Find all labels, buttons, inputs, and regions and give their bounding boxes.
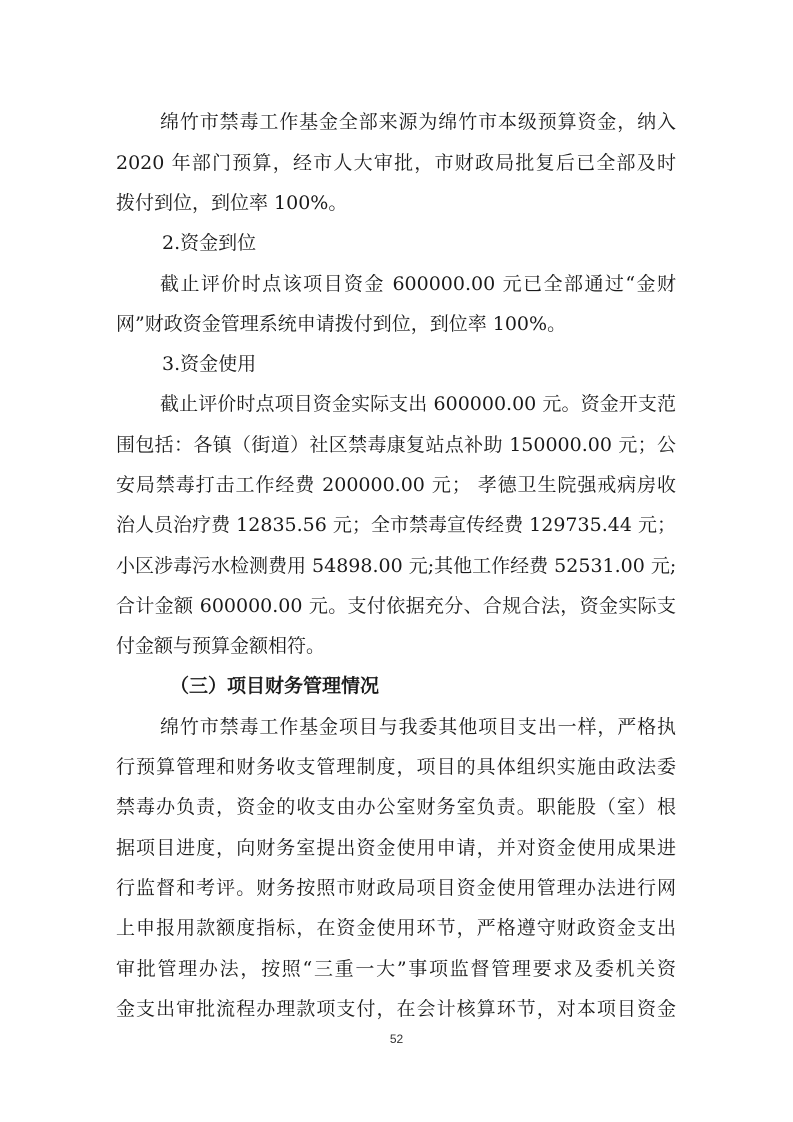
- page-number: 52: [389, 1032, 404, 1046]
- paragraph-line: 小区涉毒污水检测费用 54898.00 元;其他工作经费 52531.00 元;: [116, 555, 676, 577]
- paragraph-line: 治人员治疗费 12835.56 元；全市禁毒宣传经费 129735.44 元；: [116, 514, 676, 536]
- subsection-heading: 2.资金到位: [162, 232, 257, 254]
- paragraph-line: 行预算管理和财务收支管理制度，项目的具体组织实施由政法委: [116, 756, 676, 778]
- paragraph-line: 截止评价时点该项目资金 600000.00 元已全部通过“金财: [160, 273, 676, 295]
- paragraph-line: 合计金额 600000.00 元。支付依据充分、合规合法，资金实际支: [116, 595, 676, 617]
- paragraph-line: 截止评价时点项目资金实际支出 600000.00 元。资金开支范: [160, 393, 676, 415]
- subsection-heading: 3.资金使用: [162, 353, 257, 375]
- section-heading: （三）项目财务管理情况: [170, 675, 380, 697]
- paragraph-line: 2020 年部门预算，经市人大审批，市财政局批复后已全部及时: [116, 152, 676, 174]
- paragraph-line: 网”财政资金管理系统申请拨付到位，到位率 100%。: [116, 313, 567, 335]
- paragraph-line: 行监督和考评。财务按照市财政局项目资金使用管理办法进行网: [116, 877, 676, 899]
- paragraph-line: 付金额与预算金额相符。: [116, 635, 326, 657]
- paragraph-line: 安局禁毒打击工作经费 200000.00 元； 孝德卫生院强戒病房收: [116, 474, 676, 496]
- paragraph-line: 围包括：各镇（街道）社区禁毒康复站点补助 150000.00 元；公: [116, 434, 676, 456]
- paragraph-line: 拨付到位，到位率 100%。: [116, 192, 348, 214]
- paragraph-line: 上申报用款额度指标，在资金使用环节，严格遵守财政资金支出: [116, 917, 676, 939]
- paragraph-line: 绵竹市禁毒工作基金全部来源为绵竹市本级预算资金，纳入: [160, 111, 676, 133]
- paragraph-line: 绵竹市禁毒工作基金项目与我委其他项目支出一样，严格执: [160, 716, 676, 738]
- paragraph-line: 据项目进度，向财务室提出资金使用申请，并对资金使用成果进: [116, 837, 676, 859]
- paragraph-line: 金支出审批流程办理款项支付，在会计核算环节，对本项目资金: [116, 998, 676, 1020]
- paragraph-line: 禁毒办负责，资金的收支由办公室财务室负责。职能股（室）根: [116, 796, 676, 818]
- paragraph-line: 审批管理办法，按照“三重一大”事项监督管理要求及委机关资: [116, 958, 676, 980]
